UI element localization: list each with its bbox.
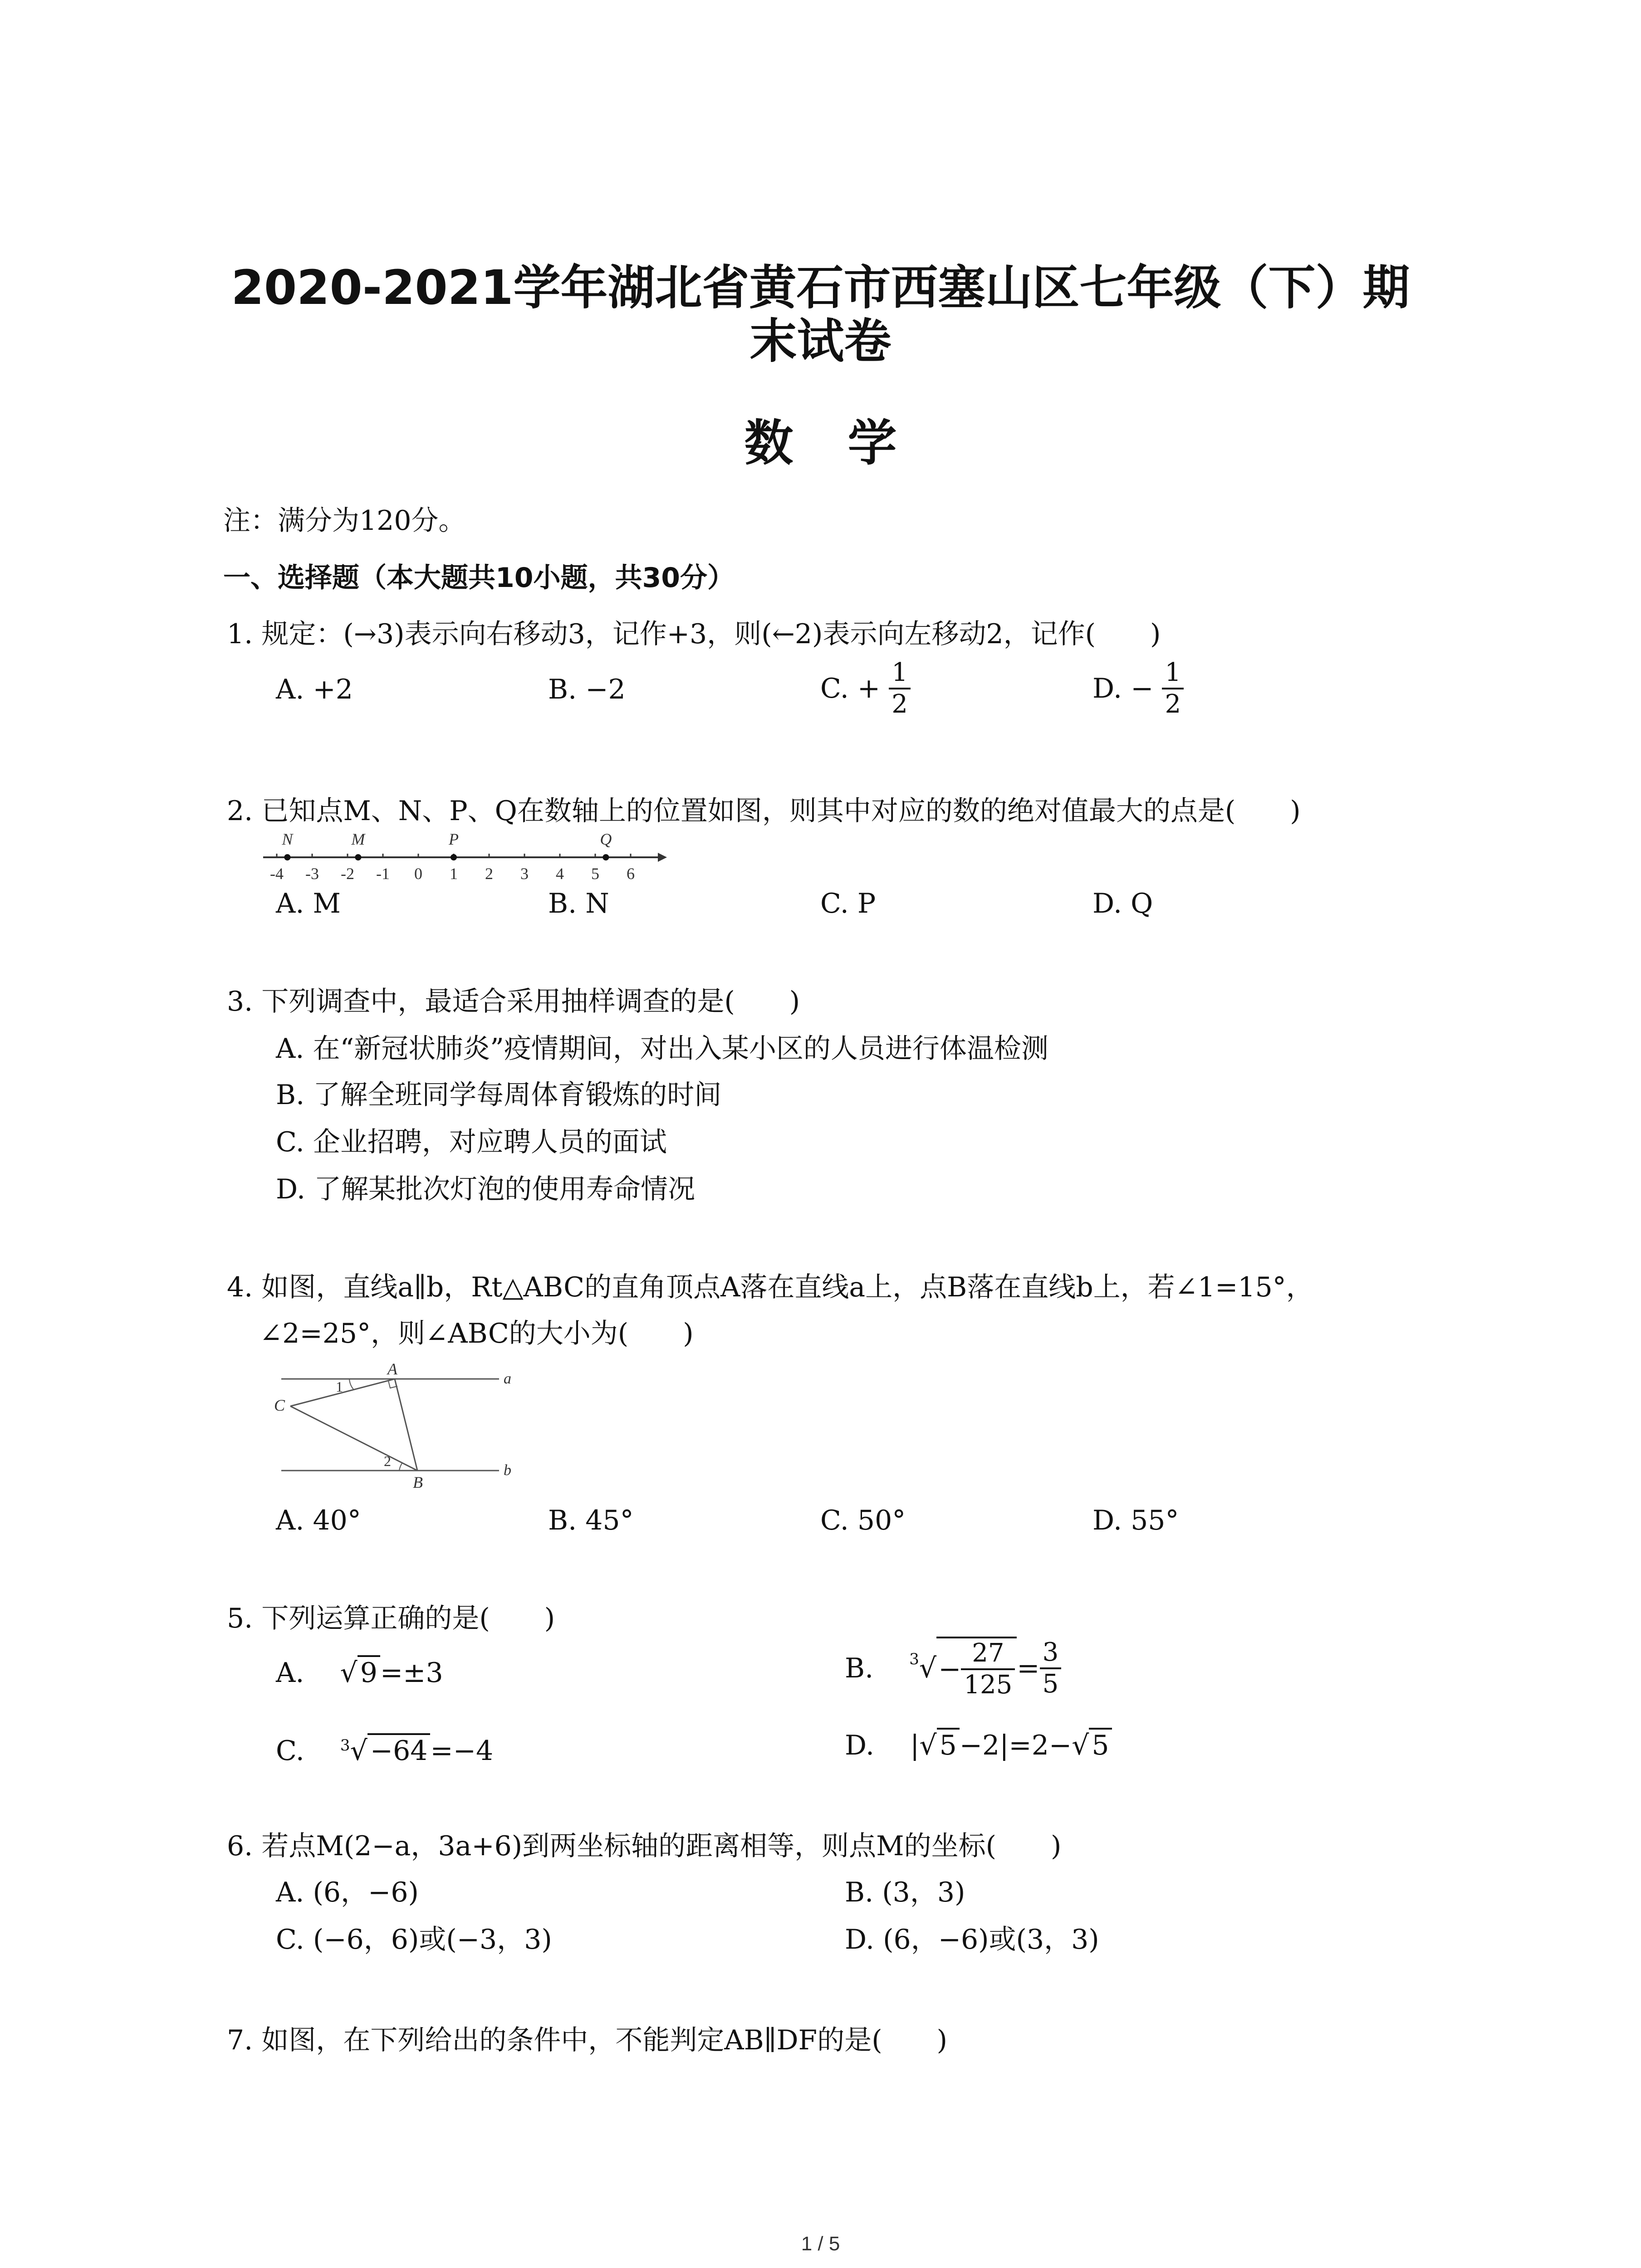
tick-label: -1 <box>376 865 390 883</box>
q4-stem-line-2: ∠2=25°，则∠ABC的大小为( ) <box>260 1318 694 1349</box>
q5-a-result: =±3 <box>380 1657 443 1689</box>
q1-c-numerator: 1 <box>889 658 911 689</box>
q5-b-denominator: 125 <box>964 1670 1013 1700</box>
subject-title: 数学 <box>744 415 951 472</box>
q4-option-b: B. 45° <box>548 1505 634 1536</box>
section-heading: 一、选择题（本大题共10小题，共30分） <box>223 562 735 594</box>
q5-d-radicand-1: 5 <box>937 1728 960 1761</box>
angle-1-arc <box>349 1379 354 1390</box>
point-n <box>284 854 290 860</box>
q2-option-a: A. M <box>276 888 341 919</box>
q3-stem: 3. 下列调查中，最适合采用抽样调查的是( ) <box>227 986 800 1017</box>
label-angle-1: 1 <box>336 1378 343 1395</box>
q3-option-c: C. 企业招聘，对应聘人员的面试 <box>276 1126 667 1158</box>
point-label-q: Q <box>600 830 612 848</box>
number-line-arrow <box>658 853 667 862</box>
q5-b-index: 3 <box>909 1650 919 1668</box>
q5-b-numerator: 27 <box>961 1638 1015 1670</box>
point-label-p: P <box>449 830 459 848</box>
q5-b-minus: − <box>938 1653 961 1685</box>
tick-label: 3 <box>520 865 529 883</box>
q1-option-c-fraction <box>889 658 911 719</box>
q4-option-c: C. 50° <box>820 1505 906 1536</box>
tick-label: -3 <box>305 865 319 883</box>
q1-option-a: A. +2 <box>276 674 353 705</box>
tick-label: 6 <box>627 865 635 883</box>
point-p <box>451 854 457 860</box>
q7-stem: 7. 如图，在下列给出的条件中，不能判定AB∥DF的是( ) <box>227 2024 948 2056</box>
q3-option-b: B. 了解全班同学每周体育锻炼的时间 <box>276 1079 722 1111</box>
label-a: a <box>504 1370 511 1387</box>
q5-option-a: A. √ 9 =±3 <box>276 1655 443 1691</box>
q5-option-d: D. |√ 5 −2|=2−√ 5 <box>845 1727 1112 1764</box>
q4-option-d: D. 55° <box>1092 1505 1179 1536</box>
angle-2-arc <box>399 1463 402 1471</box>
q5-d-middle: −2|=2− <box>959 1730 1072 1761</box>
q5-c-label: C. <box>276 1735 304 1767</box>
q2-option-c: C. P <box>820 888 876 919</box>
q1-option-c <box>820 658 911 719</box>
q1-stem: 1. 规定：(→3)表示向右移动3，记作+3，则(←2)表示向左移动2，记作( ) <box>227 618 1161 650</box>
title-line-1: 2020-2021学年湖北省黄石市西塞山区七年级（下）期 <box>231 260 1410 315</box>
q1-option-b: B. −2 <box>548 674 626 705</box>
q4-parallel-lines-figure <box>268 1356 540 1492</box>
tick-label: -2 <box>341 865 354 883</box>
q6-option-b: B. (3，3) <box>845 1877 965 1908</box>
label-C: C <box>274 1396 285 1414</box>
q3-option-a: A. 在“新冠状肺炎”疫情期间，对出入某小区的人员进行体温检测 <box>276 1033 1048 1065</box>
tick-label: 0 <box>414 865 422 883</box>
q4-option-a: A. 40° <box>276 1505 361 1536</box>
q2-option-b: B. N <box>548 888 609 919</box>
q2-number-line-figure <box>259 826 667 885</box>
tick-label: 1 <box>450 865 458 883</box>
score-note: 注：满分为120分。 <box>223 505 466 537</box>
q5-b-label: B. <box>845 1652 874 1684</box>
q5-b-equals: = <box>1017 1652 1040 1684</box>
q1-d-numerator: 1 <box>1162 658 1184 689</box>
q6-option-d: D. (6，−6)或(3，3) <box>845 1924 1099 1955</box>
q2-option-d: D. Q <box>1092 888 1153 919</box>
q5-stem: 5. 下列运算正确的是( ) <box>227 1603 555 1634</box>
point-q <box>603 854 609 860</box>
segment-cb <box>290 1406 417 1471</box>
q5-d-label: D. <box>845 1730 875 1761</box>
q1-c-denominator: 2 <box>892 689 908 719</box>
tick-label: 2 <box>485 865 493 883</box>
q5-c-radicand: −64 <box>367 1733 431 1767</box>
point-m <box>355 854 361 860</box>
q1-option-d-label: D. − <box>1092 673 1154 704</box>
q5-b-result-numerator: 3 <box>1040 1637 1062 1669</box>
q5-b-result-denominator: 5 <box>1042 1669 1059 1699</box>
q5-c-result: =−4 <box>430 1735 494 1767</box>
label-B: B <box>413 1473 423 1491</box>
page-number: 1 / 5 <box>801 2233 840 2255</box>
q3-option-d: D. 了解某批次灯泡的使用寿命情况 <box>276 1173 696 1205</box>
point-label-m: M <box>351 830 365 848</box>
q5-a-label: A. <box>276 1657 304 1689</box>
q4-stem-line-1: 4. 如图，直线a∥b，Rt△ABC的直角顶点A落在直线a上，点B落在直线b上，若∠1=15°， <box>227 1271 1313 1303</box>
label-A: A <box>387 1360 397 1378</box>
q1-option-d <box>1092 658 1184 719</box>
q6-stem: 6. 若点M(2−a，3a+6)到两坐标轴的距离相等，则点M的坐标( ) <box>227 1830 1062 1862</box>
label-b: b <box>504 1462 511 1479</box>
q5-option-b: B. $^3$√− $\frac{27}{125}$ = $\frac{3}{5}$ <box>845 1637 1061 1700</box>
q1-d-denominator: 2 <box>1165 689 1181 719</box>
q5-a-radicand: 9 <box>358 1655 380 1689</box>
tick-label: 4 <box>556 865 564 883</box>
q1-option-d-fraction <box>1162 658 1184 719</box>
q5-d-open-bar: | <box>910 1730 920 1761</box>
tick-label: -4 <box>270 865 284 883</box>
q5-c-index: 3 <box>340 1736 350 1755</box>
point-label-n: N <box>282 830 293 848</box>
q5-option-c: C. $^3$√ −64 =−4 <box>276 1727 493 1769</box>
label-angle-2: 2 <box>384 1453 391 1469</box>
q1-option-c-label: C. + <box>820 673 881 704</box>
tick-label: 5 <box>591 865 599 883</box>
q5-d-radicand-2: 5 <box>1089 1728 1112 1761</box>
title-line-2: 末试卷 <box>749 313 892 369</box>
q2-stem: 2. 已知点M、N、P、Q在数轴上的位置如图，则其中对应的数的绝对值最大的点是( ) <box>227 795 1301 827</box>
q6-option-c: C. (−6，6)或(−3，3) <box>276 1924 552 1955</box>
segment-ab <box>395 1379 417 1471</box>
q6-option-a: A. (6，−6) <box>276 1877 419 1908</box>
